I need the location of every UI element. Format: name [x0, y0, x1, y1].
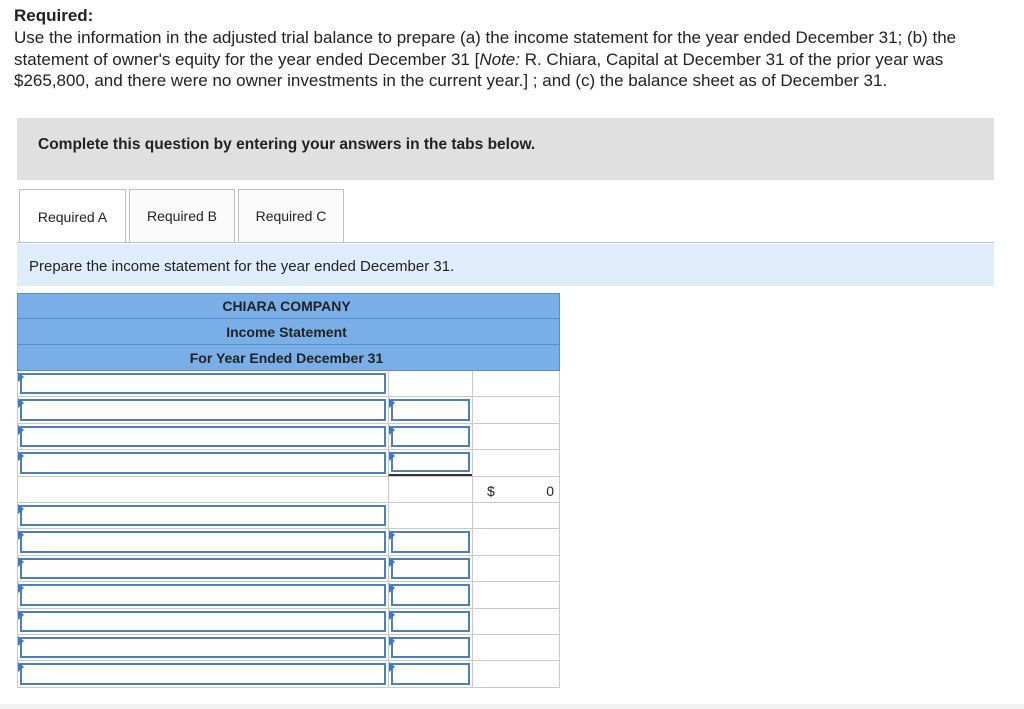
table-row — [17, 503, 560, 529]
dropdown-flag-icon — [18, 504, 24, 514]
statement-company-text: CHIARA COMPANY — [222, 298, 351, 314]
amount-input[interactable] — [391, 399, 470, 420]
total-input[interactable] — [475, 505, 557, 526]
total-input[interactable] — [475, 637, 557, 658]
account-name-input[interactable] — [20, 426, 386, 447]
table-row — [17, 397, 560, 423]
table-row — [17, 609, 560, 635]
dropdown-flag-icon — [18, 662, 24, 672]
table-row — [17, 582, 560, 608]
statement-title — [17, 319, 560, 345]
amount-input[interactable] — [391, 531, 470, 552]
total-input[interactable] — [475, 611, 557, 632]
required-text-part1: Use the information in the adjusted trial balance to prepare (a) the income statement for the year ended December 31; (b) the statement of owner's equity for the year ended December 31 [ — [14, 28, 957, 69]
total-label-input[interactable] — [20, 479, 386, 500]
dropdown-flag-icon — [18, 583, 24, 593]
account-name-input[interactable] — [20, 558, 386, 579]
amount-input[interactable] — [391, 452, 470, 471]
total-input[interactable] — [475, 584, 557, 605]
total-input[interactable] — [475, 452, 557, 473]
tab-required-c[interactable]: Required C — [238, 189, 344, 242]
amount-input[interactable] — [391, 663, 470, 684]
dropdown-flag-icon — [389, 583, 395, 593]
dropdown-flag-icon — [18, 372, 24, 382]
total-input[interactable] — [475, 426, 557, 447]
dropdown-flag-icon — [18, 530, 24, 540]
required-text-part2: R. Chiara, Capital at December 31 of the prior year was $265,800, and there were no owner investments in the current year.] ; and (c) the balance sheet as of December 31. — [14, 49, 944, 90]
dropdown-flag-icon — [18, 610, 24, 620]
table-row — [17, 371, 560, 397]
table-row — [17, 661, 560, 687]
amount-input[interactable] — [391, 505, 470, 526]
amount-input[interactable] — [391, 373, 470, 394]
total-input[interactable] — [475, 663, 557, 684]
account-name-input[interactable] — [20, 452, 386, 473]
dropdown-flag-icon — [18, 557, 24, 567]
required-heading: Required: — [14, 6, 94, 25]
total-row — [17, 477, 560, 503]
statement-company — [17, 293, 560, 319]
account-name-input[interactable] — [20, 637, 386, 658]
account-name-input[interactable] — [20, 584, 386, 605]
account-name-input[interactable] — [20, 663, 386, 684]
dropdown-flag-icon — [18, 398, 24, 408]
dropdown-flag-icon — [18, 451, 24, 461]
total-input[interactable] — [475, 558, 557, 579]
account-name-input[interactable] — [20, 531, 386, 552]
account-name-input[interactable] — [20, 373, 386, 394]
statement-period — [17, 345, 560, 371]
required-note: Note: — [479, 49, 520, 69]
amount-input[interactable] — [391, 558, 470, 579]
instruction-text: Complete this question by entering your answers in the tabs below. — [38, 136, 536, 153]
total-input[interactable] — [475, 399, 557, 420]
account-name-input[interactable] — [20, 399, 386, 420]
dropdown-flag-icon — [18, 425, 24, 435]
dropdown-flag-icon — [389, 451, 395, 461]
tab-divider — [17, 242, 994, 243]
income-statement-table — [17, 293, 560, 688]
total-value: 0 — [546, 482, 554, 499]
table-row — [17, 556, 560, 582]
prompt-text: Prepare the income statement for the year ended December 31. — [29, 258, 455, 275]
total-input[interactable] — [475, 531, 557, 552]
dropdown-flag-icon — [389, 610, 395, 620]
dropdown-flag-icon — [18, 636, 24, 646]
table-row — [17, 450, 560, 476]
total-input[interactable] — [475, 373, 557, 394]
account-name-input[interactable] — [20, 505, 386, 526]
table-row — [17, 424, 560, 450]
amount-input[interactable] — [391, 637, 470, 658]
currency-symbol: $ — [487, 482, 495, 499]
tab-required-b[interactable]: Required B — [129, 189, 235, 242]
dropdown-flag-icon — [389, 425, 395, 435]
bottom-edge — [0, 704, 1024, 709]
amount-input[interactable] — [391, 426, 470, 447]
amount-input[interactable] — [391, 611, 470, 632]
dropdown-flag-icon — [389, 530, 395, 540]
instruction-box — [17, 118, 994, 180]
prompt-box — [17, 244, 994, 286]
dropdown-flag-icon — [389, 557, 395, 567]
tab-required-a[interactable]: Required A — [19, 189, 126, 243]
required-text — [14, 27, 1018, 92]
table-row — [17, 529, 560, 555]
amount-input[interactable] — [391, 584, 470, 605]
account-name-input[interactable] — [20, 611, 386, 632]
dropdown-flag-icon — [389, 636, 395, 646]
statement-period-text: For Year Ended December 31 — [189, 349, 384, 366]
table-row — [17, 635, 560, 661]
statement-title-text: Income Statement — [226, 323, 347, 340]
dropdown-flag-icon — [389, 662, 395, 672]
dropdown-flag-icon — [389, 398, 395, 408]
